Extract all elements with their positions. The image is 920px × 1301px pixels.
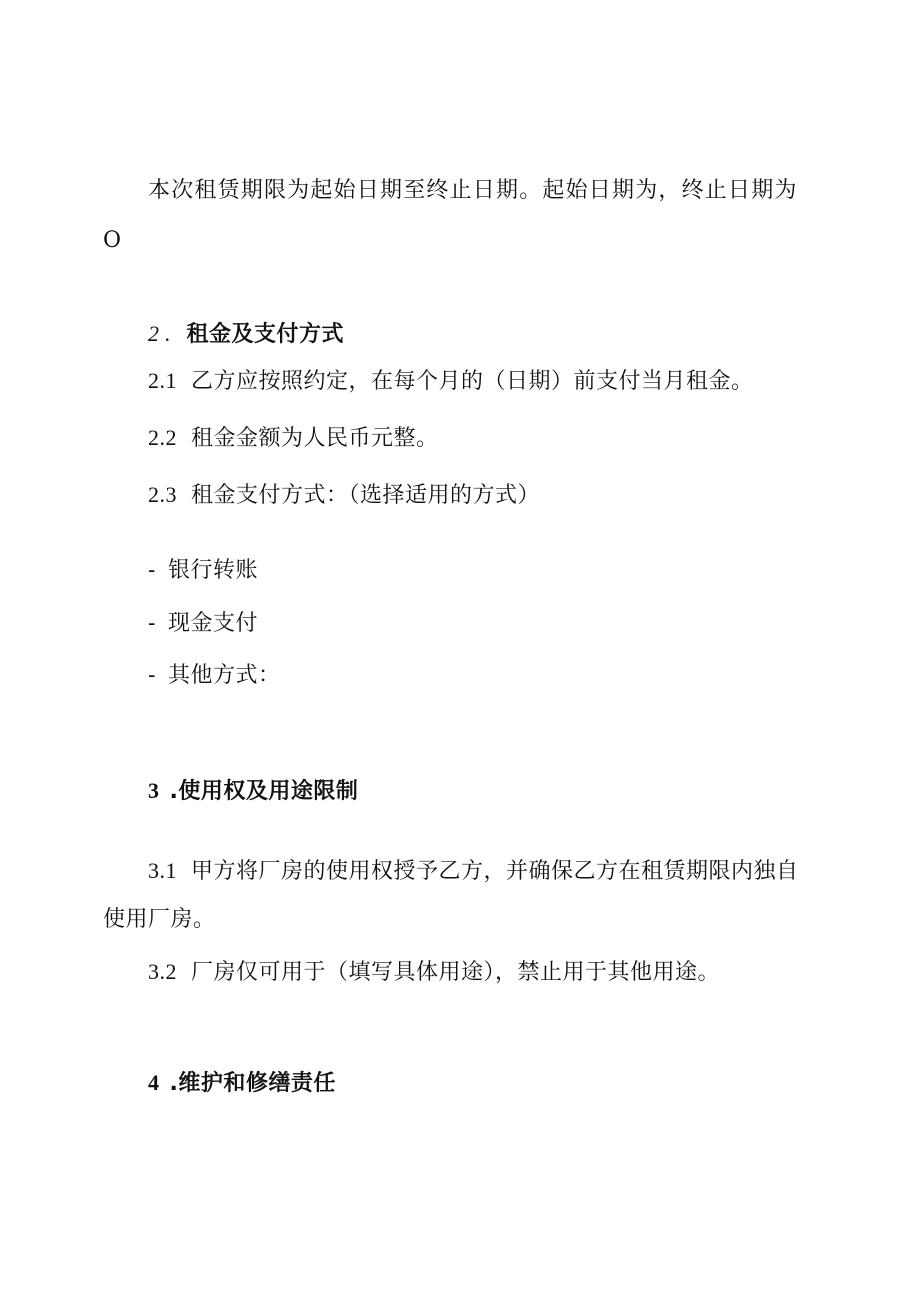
clause-number: 3.1	[148, 858, 177, 883]
option-text: 银行转账	[167, 558, 258, 583]
option-text: 现金支付	[167, 611, 258, 636]
clause-text: 乙方应按照约定，在每个月的（日期）前支付当月租金。	[191, 369, 754, 394]
section-number: 4	[148, 1070, 160, 1095]
section-heading-usage	[148, 776, 358, 807]
clause-3-1-line1	[148, 856, 799, 887]
option-dash: -	[148, 663, 156, 688]
clause-2-1	[148, 366, 754, 397]
option-text: 其他方式：	[167, 663, 281, 688]
clause-number: 2.3	[148, 482, 177, 507]
section-heading-rent	[148, 319, 344, 350]
clause-number: 2.2	[148, 425, 177, 450]
term-paragraph-line1: 本次租赁期限为起始日期至终止日期。起始日期为，终止日期为	[148, 178, 798, 203]
clause-text: 租金支付方式：（选择适用的方式）	[191, 483, 541, 508]
clause-text: 租金金额为人民币元整。	[191, 426, 439, 451]
section-title: .使用权及用途限制	[169, 779, 359, 804]
payment-option-bank	[148, 556, 258, 586]
clause-3-1-line2: 使用厂房。	[103, 907, 216, 932]
payment-option-cash	[148, 609, 258, 639]
clause-3-2	[148, 957, 720, 988]
section-title: 租金及支付方式	[186, 322, 345, 347]
clause-number: 2.1	[148, 368, 177, 393]
term-paragraph-line2: O	[103, 228, 122, 253]
clause-number: 3.2	[148, 959, 177, 984]
section-number: 3	[148, 778, 160, 803]
clause-2-3	[148, 480, 540, 511]
section-title: .维护和修缮责任	[169, 1071, 336, 1096]
payment-option-other	[148, 661, 280, 691]
clause-2-2	[148, 423, 439, 454]
section-number: 2.	[148, 321, 177, 346]
clause-text: 甲方将厂房的使用权授予乙方，并确保乙方在租赁期限内独自	[191, 859, 799, 884]
option-dash: -	[148, 558, 156, 583]
section-heading-maintenance	[148, 1068, 336, 1099]
option-dash: -	[148, 611, 156, 636]
clause-text: 厂房仅可用于（填写具体用途），禁止用于其他用途。	[191, 960, 721, 985]
